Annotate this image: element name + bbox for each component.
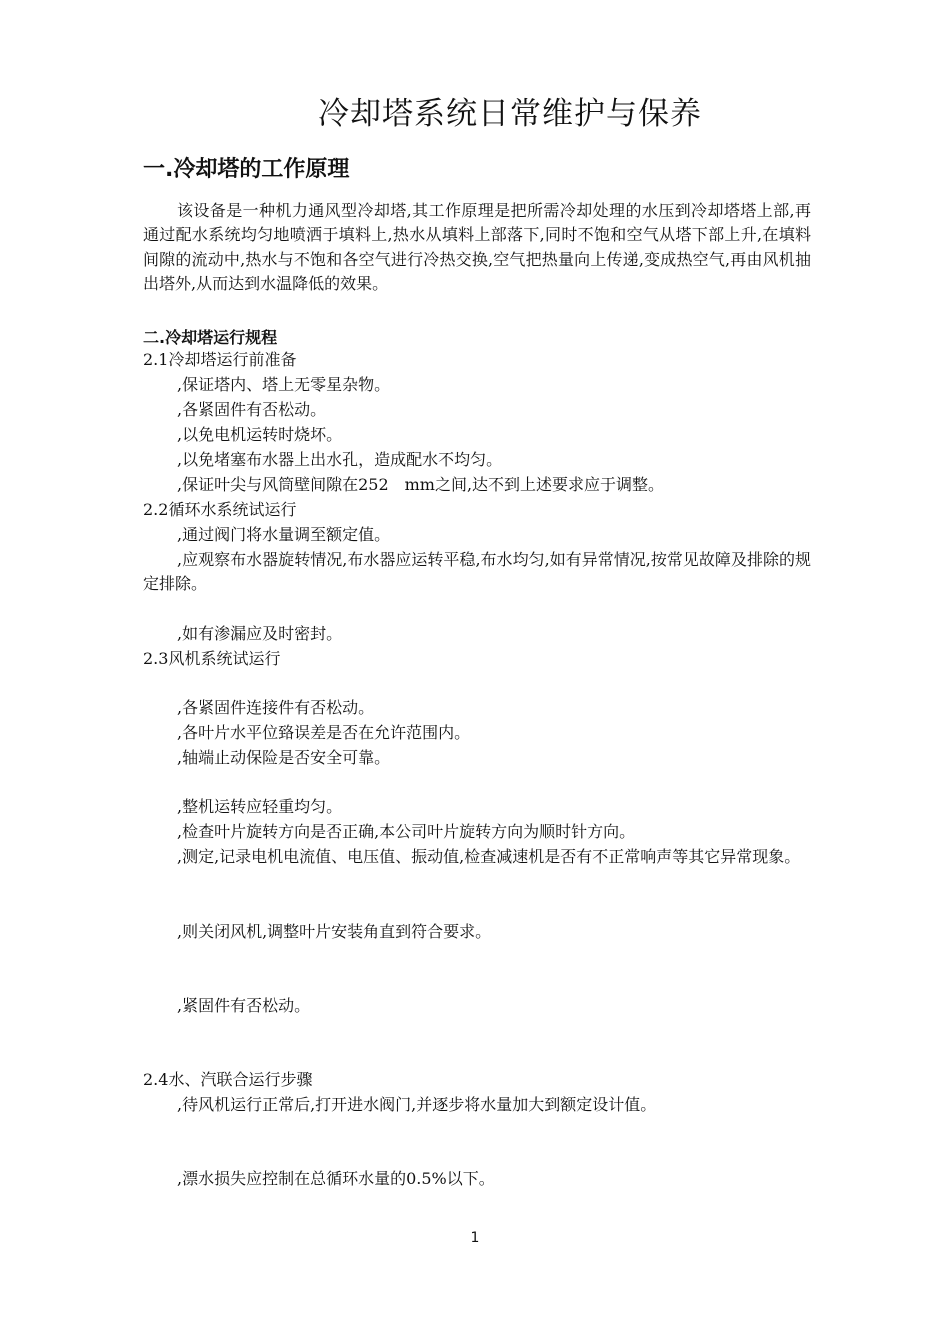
list-item: ,通过阀门将水量调至额定值。	[177, 525, 391, 544]
subsection-2-4-heading: 2.4水、汽联合运行步骤	[143, 1070, 313, 1089]
list-item: ,保证叶尖与风筒壁间隙在252 mm之间,达不到上述要求应于调整。	[177, 475, 665, 494]
list-item: ,应观察布水器旋转情况,布水器应运转平稳,布水均匀,如有异常情况,按常见故障及排除的规定排除。	[143, 550, 811, 594]
list-item: ,以免堵塞布水器上出水孔，造成配水不均匀。	[177, 450, 503, 469]
list-item: ,检查叶片旋转方向是否正确,本公司叶片旋转方向为顺时针方向。	[177, 822, 636, 841]
list-item: ,则关闭风机,调整叶片安装角直到符合要求。	[177, 922, 492, 941]
list-item: ,各叶片水平位臵误差是否在允许范围内。	[177, 723, 471, 742]
subsection-2-3-heading: 2.3风机系统试运行	[143, 649, 281, 668]
document-title: 冷却塔系统日常维护与保养	[318, 96, 702, 132]
page-number: 1	[470, 1230, 480, 1246]
list-item: ,整机运转应轻重均匀。	[177, 797, 343, 816]
section-1-paragraph: 该设备是一种机力通风型冷却塔,其工作原理是把所需冷却处理的水压到冷却塔塔上部,再通过配水系统均匀地喷洒于填料上,热水从填料上部落下,同时不饱和空气从塔下部上升,在填料间隙的流动中,热水与不饱和各空气进行冷热交换,空气把热量向上传递,变成热空气,再由风机抽出塔外,从而达到水温降低的效果。	[143, 201, 811, 294]
subsection-2-1-heading: 2.1冷却塔运行前准备	[143, 350, 297, 369]
list-item: ,各紧固件连接件有否松动。	[177, 698, 375, 717]
list-item: ,测定,记录电机电流值、电压值、振动值,检查减速机是否有不正常响声等其它异常现象。	[177, 847, 801, 866]
list-item: ,如有渗漏应及时密封。	[177, 624, 343, 643]
list-item: ,待风机运行正常后,打开进水阀门,并逐步将水量加大到额定设计值。	[177, 1095, 657, 1114]
list-item: ,紧固件有否松动。	[177, 996, 311, 1015]
list-item: ,保证塔内、塔上无零星杂物。	[177, 375, 391, 394]
list-item: ,漂水损失应控制在总循环水量的0.5%以下。	[177, 1169, 495, 1188]
section-2-heading: 二.冷却塔运行规程	[143, 328, 278, 347]
list-item: ,轴端止动保险是否安全可靠。	[177, 748, 391, 767]
list-item: ,各紧固件有否松动。	[177, 400, 327, 419]
list-item: ,以免电机运转时烧坏。	[177, 425, 343, 444]
section-1-heading: 一.冷却塔的工作原理	[143, 157, 350, 182]
subsection-2-2-heading: 2.2循环水系统试运行	[143, 500, 297, 519]
